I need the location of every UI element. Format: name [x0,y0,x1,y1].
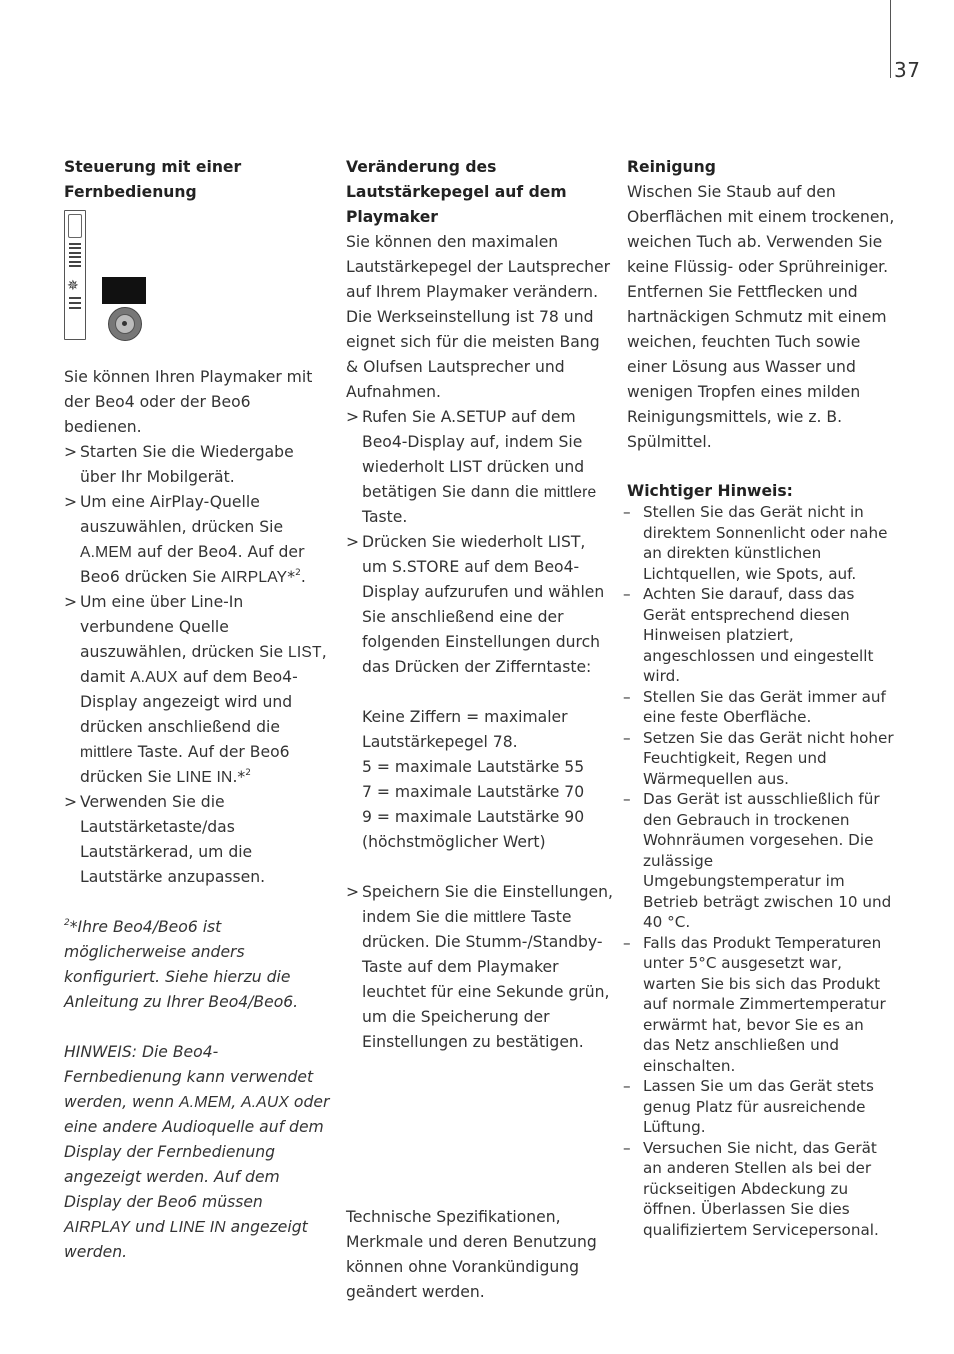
list-item: – Stellen Sie das Gerät immer auf eine feste Oberfläche. [627,687,895,728]
list-item: – Achten Sie darauf, dass das Gerät entsprechend diesen Hinweisen platziert, angeschlossen und eingestellt wird. [627,584,895,687]
setting-item: 9 = maximale Lautstärke 90 (höchstmöglicher Wert) [362,808,585,851]
remote-intro-text: Sie können Ihren Playmaker mit der Beo4 oder der Beo6 bedienen. [64,368,313,436]
section-heading-warning: Wichtiger Hinweis: [627,482,793,500]
volume-intro-text: Sie können den maximalen Lautstärkepegel der Lautsprecher auf Ihrem Playmaker verändern. Die Werkseinstellung ist 78 und eignet sich für die meisten Bang & Olufsen Lautsprecher und Aufnahmen. [346,233,611,401]
list-item: > Speichern Sie die Einstellungen, indem Sie die mittlere Taste drücken. Die Stumm-/Standby-Taste auf dem Playmaker leuchtet für eine Sekunde grün, um die Speicherung der Einstellungen zu bestätigen. [346,880,614,1055]
list-item: > Drücken Sie wiederholt LIST, um S.STORE auf dem Beo4-Display aufzurufen und wählen Sie anschließend eine der folgenden Einstellungen durch das Drücken der Zifferntaste: [346,530,614,680]
list-item: > Starten Sie die Wiedergabe über Ihr Mobilgerät. [64,440,332,490]
beo6-wheel-icon [108,307,142,341]
cleaning-text: Wischen Sie Staub auf den Oberflächen mit einem trockenen, weichen Tuch ab. Verwenden Sie keine Flüssig- oder Sprühreiniger. Entfernen Sie Fettflecken und hartnäckigen Schmutz mit einem weichen, feuchten Tuch sowie einer Lösung aus Wasser und wenigen Tropfen eines milden Reinigungsmittels, wie z. B. Spülmittel. [627,183,895,451]
page-divider-line [890,0,891,78]
list-item: > Verwenden Sie die Lautstärketaste/das Lautstärkerad, um die Lautstärke anzupassen. [64,790,332,890]
volume-steps-list [346,405,614,680]
disclaimer-text: Technische Spezifikationen, Merkmale und deren Benutzung können ohne Vorankündigung geändert werden. [346,1208,597,1301]
page-number: 37 [894,58,921,82]
list-item: – Das Gerät ist ausschließlich für den Gebrauch in trockenen Wohnräumen vorgesehen. Die zulässige Umgebungstemperatur im Betrieb beträgt zwischen 10 und 40 °C. [627,789,895,933]
list-item: > Rufen Sie A.SETUP auf dem Beo4-Display auf, indem Sie wiederholt LIST drücken und betätigen Sie dann die mittlere Taste. [346,405,614,530]
column-remote-control [64,155,332,1265]
remote-steps-list [64,440,332,890]
section-heading-cleaning: Reinigung [627,158,716,176]
column-cleaning [627,155,895,1240]
setting-item: 5 = maximale Lautstärke 55 [362,758,585,776]
list-item: > Um eine AirPlay-Quelle auszuwählen, drücken Sie A.MEM auf der Beo4. Auf der Beo6 drücken Sie AIRPLAY*$^2$. [64,490,332,590]
beo4-remote-icon: ✵ [64,210,86,340]
section-heading-remote: Steuerung mit einer Fernbedienung [64,158,242,201]
warnings-list [627,502,895,1240]
list-item: – Versuchen Sie nicht, das Gerät an anderen Stellen als bei der rückseitigen Abdeckung zu öffnen. Überlassen Sie dies qualifiziertem Servicepersonal. [627,1138,895,1241]
beo6-display-icon [102,277,146,304]
setting-item: Keine Ziffern = maximaler Lautstärkepegel 78. [362,708,568,751]
volume-save-list [346,880,614,1055]
footnote: $^2$*Ihre Beo4/Beo6 ist möglicherweise anders konfiguriert. Siehe hierzu die Anleitung zu Ihrer Beo4/Beo6. [64,917,299,1011]
volume-settings [346,705,614,855]
section-heading-volume: Veränderung des Lautstärkepegel auf dem Playmaker [346,158,567,226]
note-text: HINWEIS: Die Beo4-Fernbedienung kann verwendet werden, wenn A.MEM, A.AUX oder eine andere Audioquelle auf dem Display der Fernbedienung angezeigt werden. Auf dem Display der Beo6 müssen AIRPLAY und LINE IN angezeigt werden. [64,1043,330,1261]
list-item: – Setzen Sie das Gerät nicht hoher Feuchtigkeit, Regen und Wärmequellen aus. [627,728,895,790]
setting-item: 7 = maximale Lautstärke 70 [362,783,585,801]
list-item: – Falls das Produkt Temperaturen unter 5°C ausgesetzt war, warten Sie bis sich das Produkt auf normale Zimmertemperatur erwärmt hat, bevor Sie es an das Netz anschließen und einschalten. [627,933,895,1077]
column-volume-level [346,155,614,1055]
list-item: > Um eine über Line-In verbundene Quelle auszuwählen, drücken Sie LIST, damit A.AUX auf dem Beo4-Display angezeigt wird und drücken anschließend die mittlere Taste. Auf der Beo6 drücken Sie LINE IN.*$^2$ [64,590,332,790]
list-item: – Lassen Sie um das Gerät stets genug Platz für ausreichende Lüftung. [627,1076,895,1138]
list-item: – Stellen Sie das Gerät nicht in direktem Sonnenlicht oder nahe an direkten künstlichen Lichtquellen, wie Spots, auf. [627,502,895,584]
